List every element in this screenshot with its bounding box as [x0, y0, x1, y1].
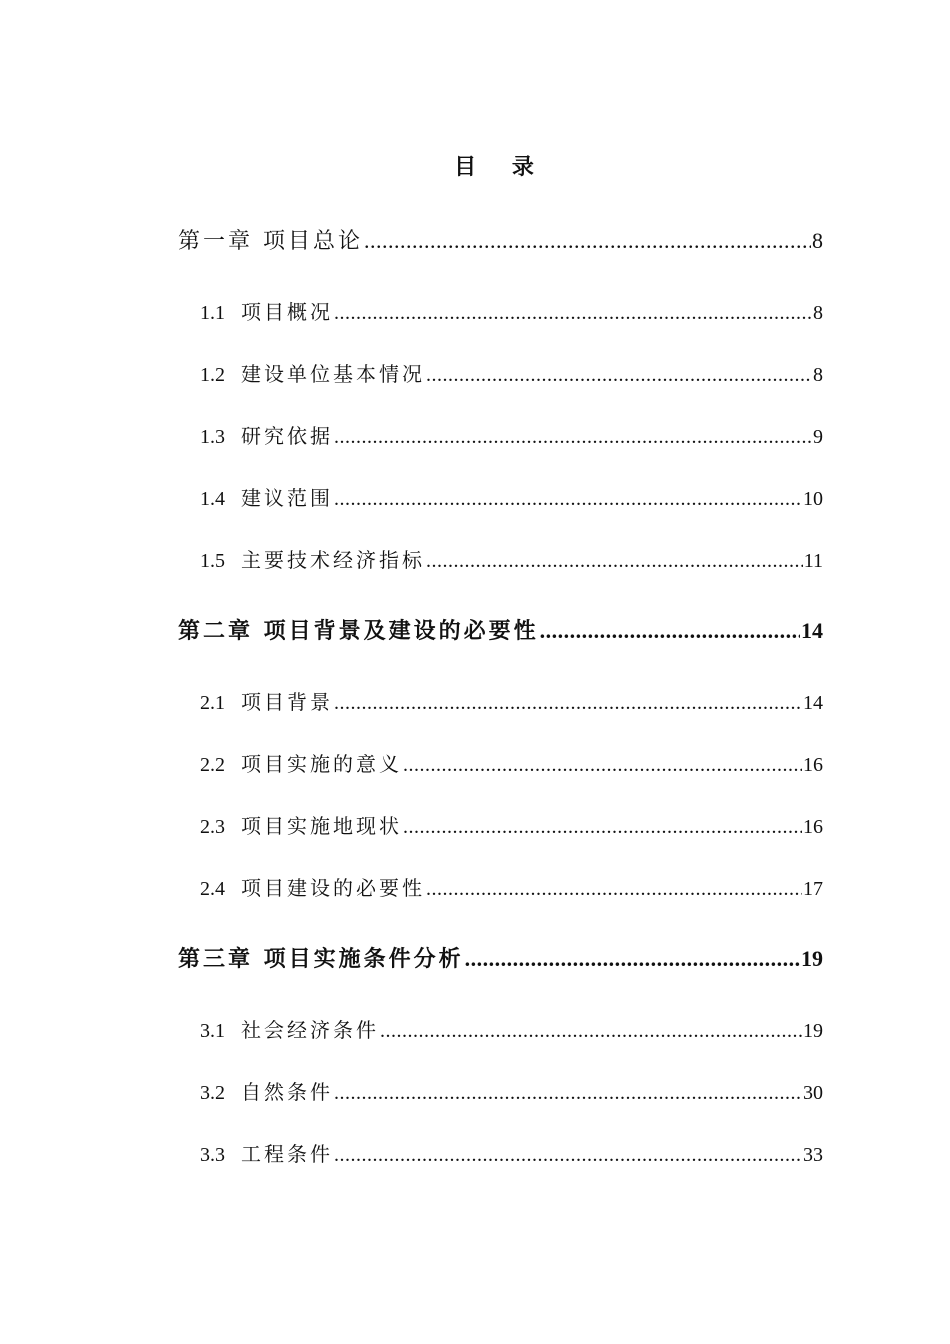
toc-entry-page: 8	[812, 228, 823, 253]
dot-leader	[334, 1144, 802, 1167]
toc-section-1-5[interactable]	[200, 544, 823, 573]
toc-entry-page: 8	[813, 364, 823, 386]
toc-entry-label: 项目实施的意义	[241, 752, 402, 776]
toc-entry-page: 10	[803, 488, 823, 510]
dot-leader	[380, 1020, 802, 1043]
toc-entry-number: 3.3	[200, 1144, 225, 1166]
toc-section-1-4[interactable]	[200, 482, 823, 511]
toc-entry-page: 8	[813, 302, 823, 324]
dot-leader	[334, 302, 812, 325]
toc-chapter-3[interactable]	[178, 942, 823, 973]
dot-leader	[403, 816, 802, 839]
toc-section-3-3[interactable]	[200, 1138, 823, 1167]
toc-title: 目 录	[454, 154, 548, 180]
toc-entry-number: 1.2	[200, 364, 225, 386]
toc-entry-label: 项目概况	[241, 300, 333, 324]
toc-entry-label: 项目建设的必要性	[241, 876, 425, 900]
dot-leader	[334, 1082, 802, 1105]
toc-entry-number: 2.4	[200, 878, 225, 900]
toc-section-1-2[interactable]	[200, 358, 823, 387]
toc-entry-label: 建议范围	[241, 486, 333, 510]
toc-section-1-1[interactable]	[200, 296, 823, 325]
toc-entry-label: 研究依据	[241, 424, 333, 448]
toc-chapter-1[interactable]	[178, 224, 823, 255]
toc-section-2-4[interactable]	[200, 872, 823, 901]
toc-entry-number: 2.2	[200, 754, 225, 776]
toc-entry-number: 2.1	[200, 692, 225, 714]
dot-leader	[426, 550, 803, 573]
toc-entry-label: 项目背景	[241, 690, 333, 714]
dot-leader	[364, 228, 811, 254]
dot-leader	[334, 692, 802, 715]
dot-leader	[426, 878, 802, 901]
toc-section-2-2[interactable]	[200, 748, 823, 777]
toc-entry-page: 9	[813, 426, 823, 448]
toc-entry-page: 19	[803, 1020, 823, 1042]
toc-entry-page: 11	[803, 550, 823, 572]
toc-section-2-1[interactable]	[200, 686, 823, 715]
toc-entry-number: 3.2	[200, 1082, 225, 1104]
toc-entry-page: 16	[803, 816, 823, 838]
toc-entry-number: 3.1	[200, 1020, 225, 1042]
toc-entry-label: 第三章 项目实施条件分析	[178, 946, 464, 972]
dot-leader	[334, 488, 802, 511]
toc-entry-label: 第二章 项目背景及建设的必要性	[178, 618, 539, 644]
toc-chapter-2[interactable]	[178, 614, 823, 645]
toc-entry-label: 第一章 项目总论	[178, 229, 363, 254]
toc-entry-page: 19	[801, 946, 823, 971]
toc-entry-label: 项目实施地现状	[241, 814, 402, 838]
toc-entry-page: 14	[803, 692, 823, 714]
toc-entry-label: 工程条件	[241, 1142, 333, 1166]
dot-leader	[426, 364, 812, 387]
toc-entry-number: 1.3	[200, 426, 225, 448]
toc-entry-label: 主要技术经济指标	[241, 548, 425, 572]
toc-entry-page: 30	[803, 1082, 823, 1104]
toc-section-2-3[interactable]	[200, 810, 823, 839]
dot-leader	[334, 426, 812, 449]
toc-entry-number: 2.3	[200, 816, 225, 838]
toc-section-3-1[interactable]	[200, 1014, 823, 1043]
toc-section-1-3[interactable]	[200, 420, 823, 449]
toc-entry-page: 33	[803, 1144, 823, 1166]
toc-entry-page: 16	[803, 754, 823, 776]
toc-entry-number: 1.1	[200, 302, 225, 324]
dot-leader	[403, 754, 802, 777]
toc-entry-number: 1.5	[200, 550, 225, 572]
toc-entry-label: 自然条件	[241, 1080, 333, 1104]
toc-entry-page: 17	[803, 878, 823, 900]
toc-entry-label: 社会经济条件	[241, 1018, 379, 1042]
dot-leader	[465, 946, 800, 972]
toc-section-3-2[interactable]	[200, 1076, 823, 1105]
toc-entry-page: 14	[801, 618, 823, 643]
toc-entry-label: 建设单位基本情况	[241, 362, 425, 386]
dot-leader	[540, 618, 800, 644]
toc-entry-number: 1.4	[200, 488, 225, 510]
